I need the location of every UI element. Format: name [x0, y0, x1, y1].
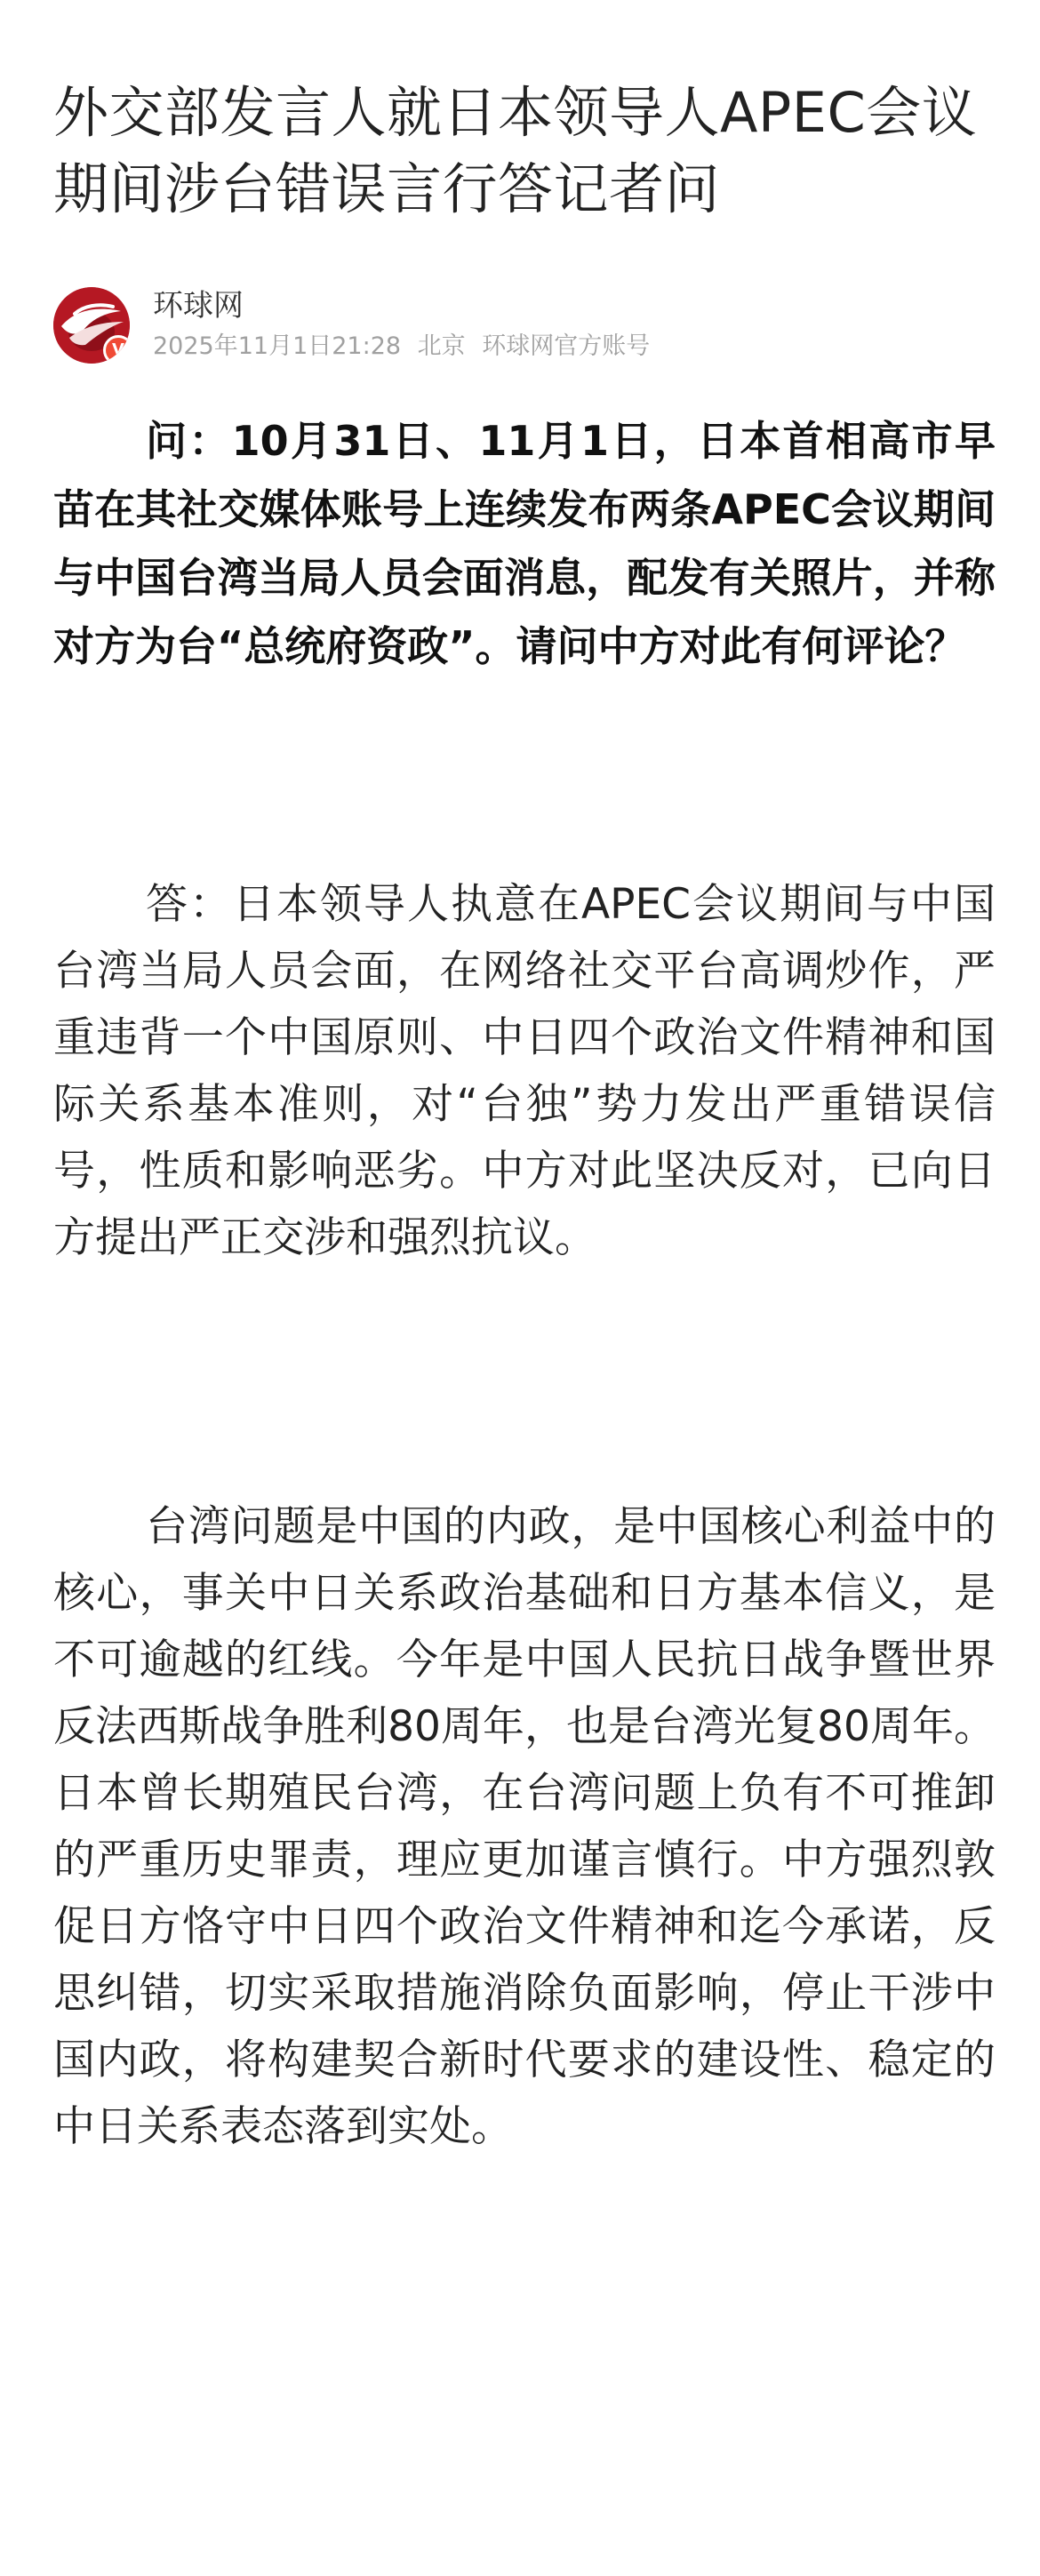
account-type: 环球网官方账号	[482, 332, 651, 360]
verified-v-icon: V	[103, 335, 130, 364]
author-name[interactable]: 环球网	[153, 288, 244, 324]
publish-meta	[153, 331, 650, 363]
publish-time: 2025年11月1日21:28	[153, 332, 402, 360]
article-title: 外交部发言人就日本领导人APEC会议期间涉台错误言行答记者问	[53, 80, 978, 221]
answer-paragraph: 台湾问题是中国的内政，是中国核心利益中的核心，事关中日关系政治基础和日方基本信义，是不可逾越的红线。今年是中国人民抗日战争暨世界反法西斯战争胜利80周年，也是台湾光复80周年。日本曾长期殖民台湾，在台湾问题上负有不可推卸的严重历史罪责，理应更加谨言慎行。中方强烈敦促日方恪守中日四个政治文件精神和迄今承诺，反思纠错，切实采取措施消除负面影响，停止干涉中国内政，将构建契合新时代要求的建设性、稳定的中日关系表态落到实处。	[53, 1502, 996, 2151]
author-info[interactable]	[53, 283, 996, 372]
question-paragraph: 问：10月31日、11月1日，日本首相高市早苗在其社交媒体账号上连续发布两条APEC会议期间与中国台湾当局人员会面消息，配发有关照片，并称对方为台“总统府资政”。请问中方对此有何评论？	[53, 417, 996, 670]
publish-location: 北京	[417, 332, 466, 360]
answer-paragraph: 答：日本领导人执意在APEC会议期间与中国台湾当局人员会面，在网络社交平台高调炒作，严重违背一个中国原则、中日四个政治文件精神和国际关系基本准则，对“台独”势力发出严重错误信号，性质和影响恶劣。中方对此坚决反对，已向日方提出严正交涉和强烈抗议。	[53, 880, 996, 1262]
avatar[interactable]	[53, 287, 130, 364]
